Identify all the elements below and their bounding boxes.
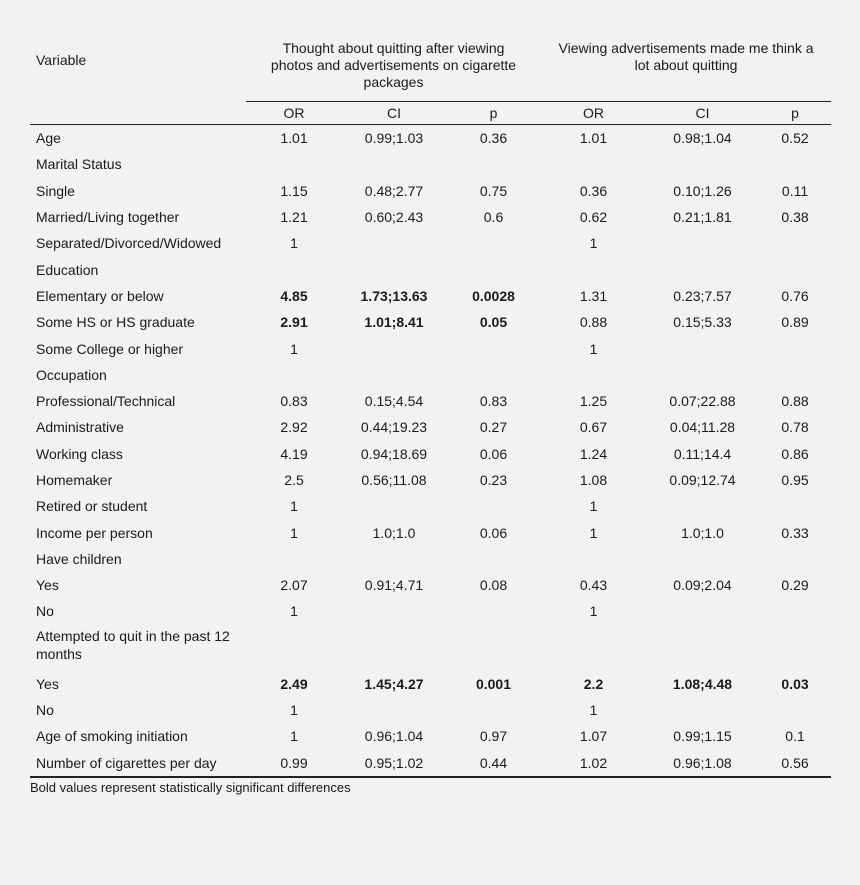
table-row [30, 125, 831, 152]
row-label: Working class [36, 445, 123, 462]
or-cell: 0.83 [280, 393, 308, 410]
ci-cell [646, 598, 759, 624]
ci-cell [646, 256, 759, 282]
or-cell: 2.07 [280, 577, 308, 594]
row-label: Some HS or HS graduate [36, 314, 195, 331]
or-cell [541, 151, 646, 177]
table-body [30, 125, 831, 777]
p-cell [759, 256, 831, 282]
row-label: Attempted to quit in the past 12 months [36, 627, 230, 662]
or-cell: 0.36 [579, 182, 608, 199]
or-cell: 1 [290, 498, 298, 515]
or-cell: 0.99 [246, 750, 342, 777]
ci-cell: 0.56;11.08 [361, 472, 427, 488]
ci-cell: 0.21;1.81 [673, 209, 732, 226]
or-cell: 1.08 [579, 472, 608, 488]
or-cell: 1.02 [541, 750, 646, 777]
ci-cell [342, 598, 446, 624]
ci-cell: 0.23;7.57 [673, 287, 732, 304]
p-cell: 0.06 [479, 445, 508, 462]
or-cell [246, 362, 342, 388]
ci-cell [646, 362, 759, 388]
table-row [30, 723, 831, 749]
ci-cell: 0.99;1.03 [364, 130, 424, 147]
p-cell [759, 546, 831, 572]
p-cell: 0.05 [479, 314, 508, 331]
ci-cell [646, 493, 759, 519]
p-cell: 0.23 [479, 472, 508, 488]
or-cell: 1 [290, 524, 298, 541]
p-cell [759, 625, 831, 671]
p-cell: 0.44 [446, 750, 541, 777]
table-row [30, 519, 831, 545]
ci-cell: 0.60;2.43 [364, 209, 424, 226]
or-cell: 1 [589, 498, 598, 515]
or-cell: 1.25 [579, 393, 608, 410]
ci-cell: 0.91;4.71 [364, 577, 424, 594]
p-cell: 0.56 [759, 750, 831, 777]
subheader-or: OR [246, 102, 342, 125]
table-row [30, 697, 831, 723]
table-row [30, 309, 831, 335]
p-cell [446, 230, 541, 256]
row-label: Elementary or below [36, 287, 164, 304]
or-cell: 4.85 [280, 287, 308, 304]
p-cell: 0.11 [781, 182, 809, 199]
p-cell [446, 493, 541, 519]
p-cell [446, 151, 541, 177]
or-cell: 2.49 [280, 675, 308, 692]
p-cell: 0.76 [781, 287, 809, 304]
ci-cell: 0.48;2.77 [364, 182, 424, 199]
p-cell: 0.75 [479, 182, 508, 199]
row-label: Occupation [36, 366, 107, 383]
p-cell: 0.1 [785, 728, 805, 745]
row-label: Education [36, 261, 99, 278]
p-cell [446, 335, 541, 361]
ci-cell [646, 546, 759, 572]
table-footnote: Bold values represent statistically significant differences [30, 780, 351, 795]
or-cell [246, 546, 342, 572]
table-row [30, 151, 831, 177]
ci-cell [342, 546, 446, 572]
subheader-row [30, 102, 831, 125]
ci-cell: 0.15;5.33 [673, 314, 732, 331]
table-row [30, 388, 831, 414]
ci-cell: 0.94;18.69 [360, 445, 428, 462]
ci-cell [646, 151, 759, 177]
ci-cell: 0.09;2.04 [673, 577, 732, 594]
ci-cell [646, 625, 759, 671]
table-row [30, 441, 831, 467]
subheader-p: p [446, 102, 541, 125]
p-cell [759, 335, 831, 361]
p-cell [446, 546, 541, 572]
row-label: Some College or higher [36, 340, 184, 357]
p-cell [759, 697, 831, 723]
table-row [30, 230, 831, 256]
p-cell: 0.03 [781, 675, 809, 692]
table-row [30, 414, 831, 440]
p-cell: 0.29 [781, 577, 809, 594]
row-label: Administrative [36, 419, 124, 436]
row-label: Single [36, 182, 75, 199]
ci-cell: 0.96;1.08 [646, 750, 759, 777]
row-label: Marital Status [36, 156, 122, 173]
group-header-row [30, 36, 831, 102]
or-cell: 0.43 [579, 577, 608, 594]
p-cell: 0.95 [781, 472, 809, 488]
ci-cell [342, 625, 446, 671]
p-cell [759, 230, 831, 256]
row-label: Retired or student [36, 498, 148, 515]
ci-cell [342, 335, 446, 361]
row-label: Age [36, 130, 61, 147]
ci-cell [342, 697, 446, 723]
ci-cell: 1.45;4.27 [364, 675, 424, 692]
row-label: Yes [36, 675, 59, 692]
row-label: No [36, 702, 54, 719]
group-header-think-about-quitting [541, 36, 831, 102]
or-cell [541, 546, 646, 572]
ci-cell [342, 256, 446, 282]
p-cell: 0.86 [781, 445, 809, 462]
row-label: Married/Living together [36, 209, 180, 226]
table-row [30, 671, 831, 697]
or-cell [541, 625, 646, 671]
group1-title-line: packages [363, 74, 424, 90]
table-row [30, 283, 831, 309]
row-label: Homemaker [36, 472, 113, 488]
or-cell [541, 256, 646, 282]
or-cell: 1.31 [579, 287, 608, 304]
ci-cell: 1.08;4.48 [672, 675, 733, 692]
or-cell: 1 [589, 603, 598, 620]
ci-cell: 0.99;1.15 [673, 728, 732, 745]
p-cell [759, 362, 831, 388]
ci-cell: 1.73;13.63 [360, 287, 428, 304]
or-cell [541, 362, 646, 388]
or-cell: 1.15 [280, 182, 308, 199]
or-cell: 2.91 [280, 314, 308, 331]
or-cell: 1 [589, 235, 598, 252]
p-cell: 0.0028 [472, 287, 515, 304]
or-cell: 1 [290, 603, 298, 620]
p-cell: 0.97 [479, 728, 508, 745]
ci-cell: 1.0;1.0 [681, 524, 724, 541]
table-row [30, 467, 831, 493]
or-cell [246, 256, 342, 282]
row-label: Have children [36, 550, 122, 567]
ci-cell: 1.0;1.0 [372, 524, 416, 541]
results-table [30, 36, 831, 778]
ci-cell [342, 362, 446, 388]
or-cell: 0.88 [579, 314, 608, 331]
or-cell: 2.5 [284, 472, 304, 488]
p-cell [446, 362, 541, 388]
table-row [30, 256, 831, 282]
p-cell: 0.83 [479, 393, 508, 410]
ci-cell [646, 230, 759, 256]
p-cell: 0.36 [479, 130, 508, 147]
ci-cell: 0.11;14.4 [673, 445, 732, 462]
or-cell [246, 625, 342, 671]
row-label: Number of cigarettes per day [30, 750, 246, 777]
or-cell: 2.92 [280, 419, 308, 436]
or-cell: 1.24 [579, 445, 608, 462]
or-cell: 1.21 [280, 209, 308, 226]
ci-cell: 0.09;12.74 [669, 472, 736, 488]
p-cell: 0.89 [781, 314, 809, 331]
p-cell: 0.08 [479, 577, 508, 594]
ci-cell [646, 697, 759, 723]
table-row [30, 598, 831, 624]
or-cell: 1 [290, 728, 298, 745]
p-cell [446, 625, 541, 671]
ci-cell [342, 493, 446, 519]
ci-cell: 0.44;19.23 [360, 419, 428, 436]
ci-cell: 0.96;1.04 [364, 728, 424, 745]
or-cell: 1 [589, 340, 598, 357]
p-cell: 0.27 [479, 419, 508, 436]
p-cell: 0.06 [479, 524, 508, 541]
or-cell: 1 [589, 524, 598, 541]
ci-cell: 0.10;1.26 [673, 182, 732, 199]
ci-cell: 0.98;1.04 [673, 130, 732, 147]
table-row [30, 335, 831, 361]
ci-cell: 0.95;1.02 [342, 750, 446, 777]
group2-title-line: Viewing advertisements made me think a [558, 40, 814, 56]
p-cell: 0.38 [781, 209, 809, 226]
p-cell: 0.88 [781, 393, 809, 410]
table-row [30, 493, 831, 519]
subheader-p: p [759, 102, 831, 125]
table-row [30, 625, 831, 671]
subheader-blank [30, 102, 246, 125]
table-row [30, 546, 831, 572]
or-cell: 1.01 [579, 130, 608, 147]
subheader-ci: CI [342, 102, 446, 125]
or-cell [246, 151, 342, 177]
or-cell: 2.2 [583, 675, 604, 692]
row-label: Income per person [36, 524, 153, 541]
table-row [30, 204, 831, 230]
p-cell: 0.33 [781, 524, 809, 541]
p-cell: 0.001 [475, 675, 512, 692]
p-cell [759, 598, 831, 624]
row-label: Separated/Divorced/Widowed [36, 235, 222, 252]
group2-title-line: lot about quitting [634, 57, 738, 73]
row-label: Yes [36, 577, 59, 594]
or-cell: 4.19 [280, 445, 308, 462]
group1-title-line: Thought about quitting after viewing [282, 40, 505, 56]
ci-cell [342, 230, 446, 256]
variable-column-header: Variable [36, 51, 87, 68]
p-cell: 0.6 [483, 209, 504, 226]
or-cell: 1 [290, 702, 298, 719]
p-cell [446, 256, 541, 282]
row-label: Age of smoking initiation [36, 728, 188, 745]
or-cell: 1 [290, 235, 298, 252]
subheader-ci: CI [646, 102, 759, 125]
subheader-or: OR [541, 102, 646, 125]
ci-cell: 1.01;8.41 [364, 314, 424, 331]
row-label: Professional/Technical [36, 393, 176, 410]
table-row [30, 178, 831, 204]
p-cell [759, 151, 831, 177]
or-cell: 1 [290, 340, 298, 357]
or-cell: 1 [589, 702, 598, 719]
p-cell: 0.52 [781, 130, 809, 147]
group-header-thought-about-quitting [246, 36, 541, 102]
or-cell: 0.62 [579, 209, 608, 226]
p-cell [759, 493, 831, 519]
or-cell: 0.67 [579, 419, 608, 436]
p-cell: 0.78 [781, 419, 809, 436]
ci-cell [342, 151, 446, 177]
table-row [30, 362, 831, 388]
table-row [30, 572, 831, 598]
p-cell [446, 598, 541, 624]
ci-cell: 0.04;11.28 [669, 419, 736, 436]
ci-cell: 0.07;22.88 [669, 393, 736, 410]
ci-cell: 0.15;4.54 [364, 393, 424, 410]
table-row [30, 750, 831, 777]
row-label: No [36, 603, 54, 620]
p-cell [446, 697, 541, 723]
or-cell: 1.07 [579, 728, 608, 745]
ci-cell [646, 335, 759, 361]
or-cell: 1.01 [280, 130, 308, 147]
group1-title-line: photos and advertisements on cigarette [270, 57, 517, 73]
